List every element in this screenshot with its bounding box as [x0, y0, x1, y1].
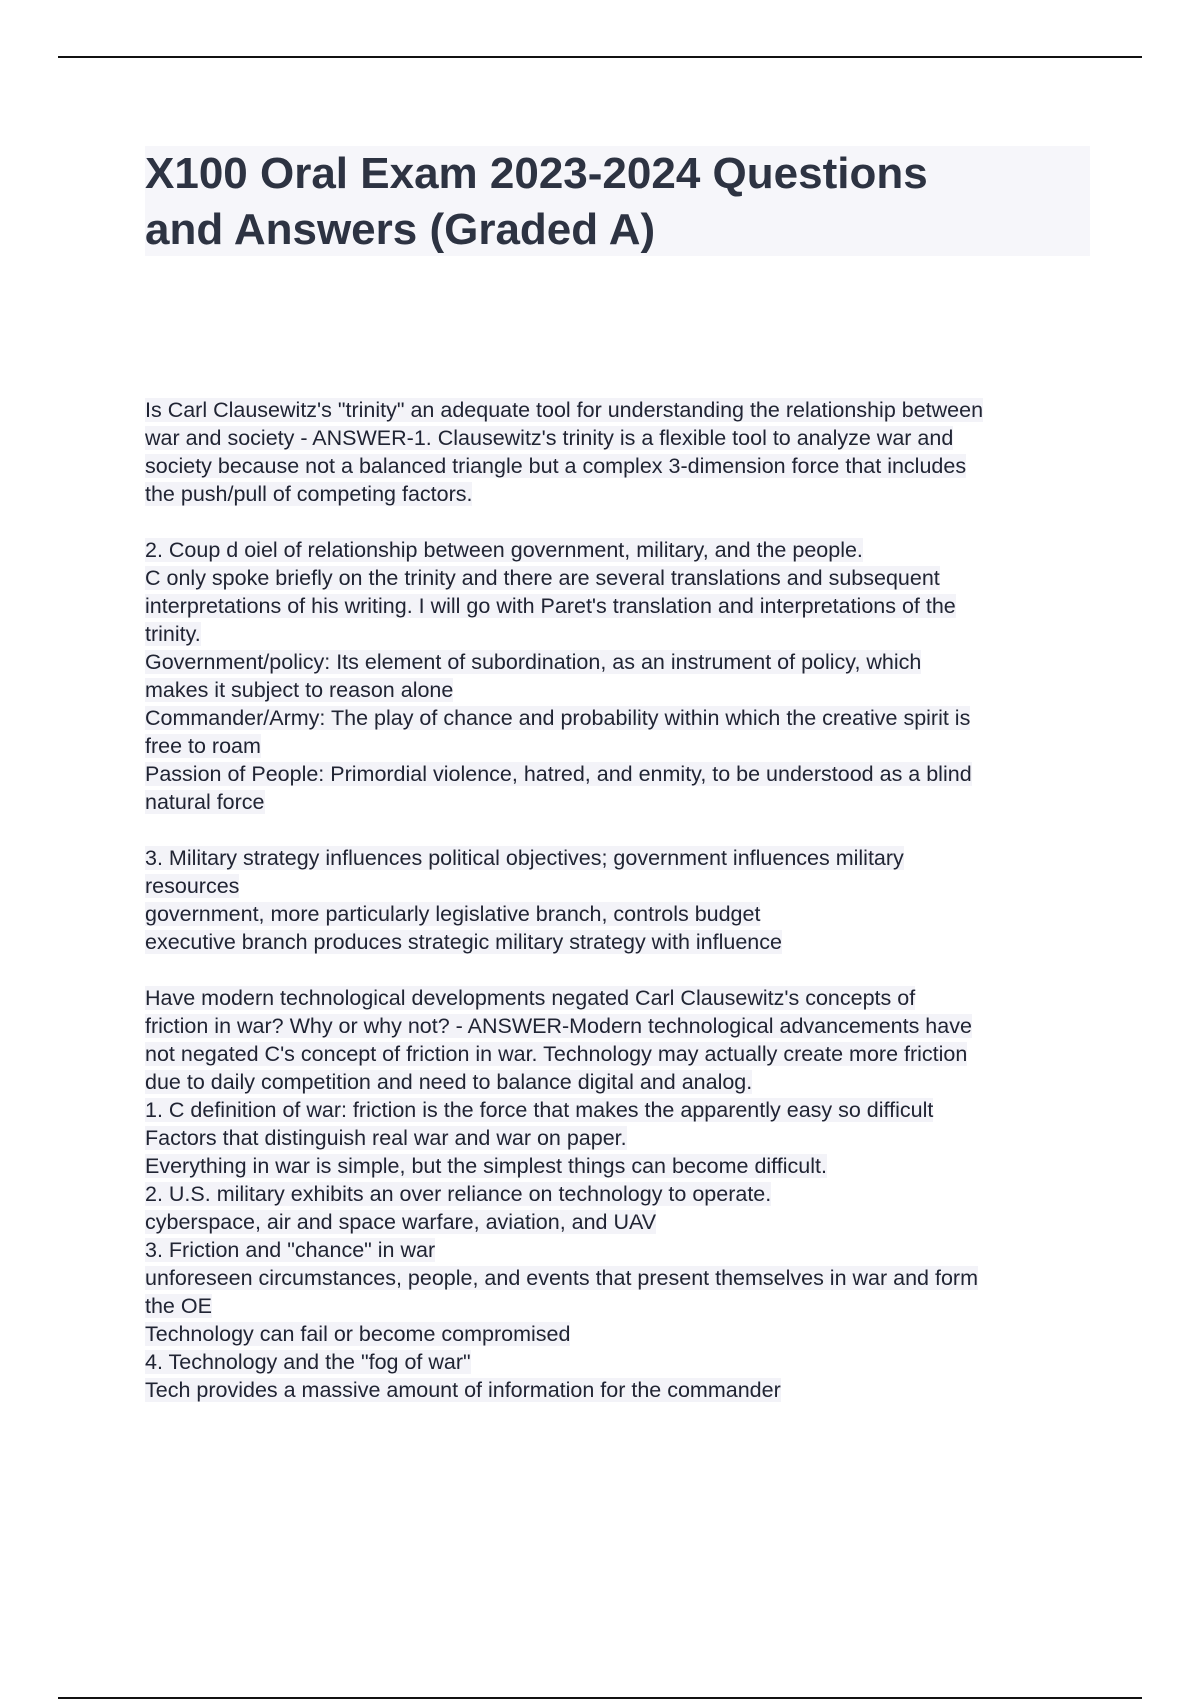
text-line: Have modern technological developments negated Carl Clausewitz's concepts of — [145, 986, 916, 1010]
text-line: 3. Friction and "chance" in war — [145, 1238, 436, 1262]
text-line: Is Carl Clausewitz's "trinity" an adequate tool for understanding the relationship between — [145, 398, 984, 422]
text-line: due to daily competition and need to balance digital and analog. — [145, 1070, 753, 1094]
footer-rule — [58, 1697, 1142, 1699]
text-line: Factors that distinguish real war and war on paper. — [145, 1126, 627, 1150]
text-line: resources — [145, 874, 240, 898]
paragraph-military-strategy — [145, 844, 1095, 956]
text-line: C only spoke briefly on the trinity and there are several translations and subsequent — [145, 566, 940, 590]
title-line: and Answers (Graded A) — [145, 205, 656, 254]
title-line: X100 Oral Exam 2023-2024 Questions — [145, 149, 928, 198]
text-line: government, more particularly legislative branch, controls budget — [145, 902, 761, 926]
page-title — [145, 146, 1090, 256]
text-line: unforeseen circumstances, people, and events that present themselves in war and form — [145, 1266, 978, 1290]
text-line: 2. U.S. military exhibits an over reliance on technology to operate. — [145, 1182, 772, 1206]
paragraph-friction-question — [145, 984, 1095, 1404]
text-line: friction in war? Why or why not? - ANSWER-Modern technological advancements have — [145, 1014, 972, 1038]
text-line: Passion of People: Primordial violence, hatred, and enmity, to be understood as a blind — [145, 762, 972, 786]
text-line: Technology can fail or become compromised — [145, 1322, 571, 1346]
text-line: Everything in war is simple, but the simplest things can become difficult. — [145, 1154, 827, 1178]
text-line: society because not a balanced triangle but a complex 3-dimension force that includes — [145, 454, 967, 478]
text-line: cyberspace, air and space warfare, aviation, and UAV — [145, 1210, 657, 1234]
text-line: the OE — [145, 1294, 212, 1318]
text-line: Government/policy: Its element of subordination, as an instrument of policy, which — [145, 650, 922, 674]
text-line: natural force — [145, 790, 265, 814]
text-line: 4. Technology and the "fog of war" — [145, 1350, 471, 1374]
text-line: the push/pull of competing factors. — [145, 482, 473, 506]
header-rule — [58, 56, 1142, 58]
text-line: 1. C definition of war: friction is the force that makes the apparently easy so difficult — [145, 1098, 934, 1122]
document-body — [145, 396, 1095, 1432]
text-line: 2. Coup d oiel of relationship between government, military, and the people. — [145, 538, 863, 562]
text-line: trinity. — [145, 622, 201, 646]
text-line: executive branch produces strategic military strategy with influence — [145, 930, 782, 954]
text-line: interpretations of his writing. I will go with Paret's translation and interpretations of the — [145, 594, 956, 618]
text-line: Commander/Army: The play of chance and probability within which the creative spirit is — [145, 706, 971, 730]
paragraph-coup-d-oeil — [145, 536, 1095, 816]
text-line: 3. Military strategy influences political objectives; government influences military — [145, 846, 904, 870]
paragraph-trinity-question — [145, 396, 1095, 508]
text-line: not negated C's concept of friction in war. Technology may actually create more friction — [145, 1042, 968, 1066]
text-line: Tech provides a massive amount of information for the commander — [145, 1378, 781, 1402]
text-line: free to roam — [145, 734, 261, 758]
text-line: makes it subject to reason alone — [145, 678, 454, 702]
text-line: war and society - ANSWER-1. Clausewitz's trinity is a flexible tool to analyze war and — [145, 426, 954, 450]
